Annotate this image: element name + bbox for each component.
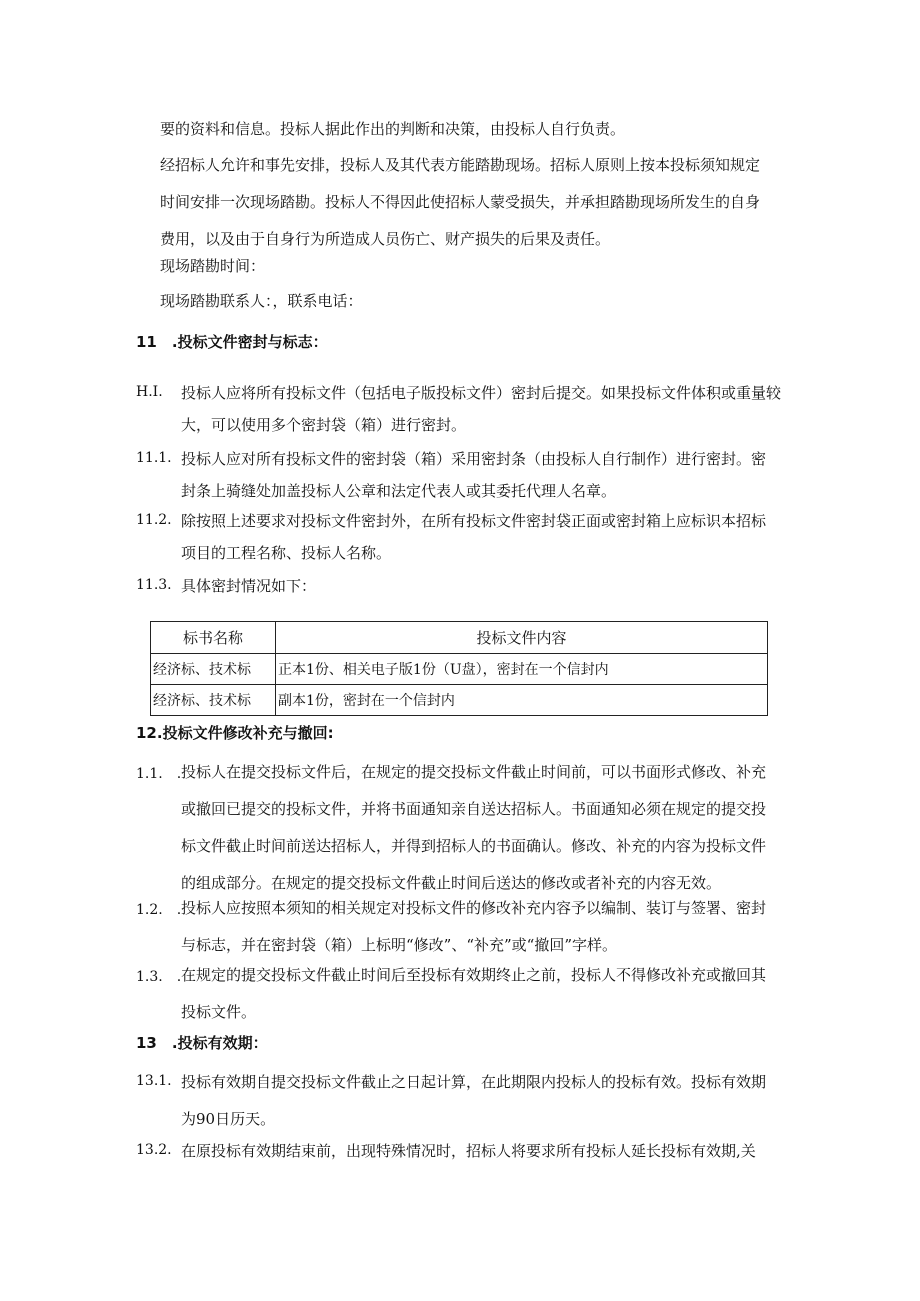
item-line: 或撤回已提交的投标文件，并将书面通知亲自送达招标人。书面通知必须在规定的提交投 (181, 800, 767, 818)
item-text (181, 505, 791, 569)
table-header-cell: 投标文件内容 (276, 622, 768, 654)
item-line: 封条上骑缝处加盖投标人公章和法定代表人或其委托代理人名章。 (181, 482, 617, 500)
section-heading-13: 13 .投标有效期： (136, 1034, 268, 1052)
item-number: 1.2. . (136, 902, 182, 918)
section-heading-11: 11 .投标文件密封与标志： (136, 333, 328, 351)
intro-line: 要的资料和信息。投标人据此作出的判断和决策，由投标人自行负责。 (160, 120, 626, 138)
table-row (151, 685, 768, 716)
table-cell: 副本1份，密封在一个信封内 (276, 685, 768, 716)
item-line: 投标人应按照本须知的相关规定对投标文件的修改补充内容予以编制、装订与签署、密封 (181, 899, 767, 917)
section-heading-12: 12.投标文件修改补充与撤回: (136, 724, 334, 742)
table-header-cell: 标书名称 (151, 622, 276, 654)
item-line: 为90日历天。 (181, 1110, 276, 1128)
item-text (181, 890, 791, 964)
item-number: 11.3. (136, 577, 172, 593)
table-cell: 正本1份、相关电子版1份（U盘），密封在一个信封内 (276, 654, 768, 685)
item-line: 在规定的提交投标文件截止时间后至投标有效期终止之前，投标人不得修改补充或撤回其 (181, 966, 767, 984)
item-line: 投标人在提交投标文件后，在规定的提交投标文件截止时间前，可以书面形式修改、补充 (181, 763, 767, 781)
item-line: 在原投标有效期结束前，出现特殊情况时，招标人将要求所有投标人延长投标有效期,关 (181, 1142, 756, 1160)
item-line: 大，可以使用多个密封袋（箱）进行密封。 (181, 416, 467, 434)
item-text (181, 957, 791, 1031)
item-number: 11.1. (136, 450, 172, 466)
item-line: 具体密封情况如下： (181, 577, 317, 595)
paragraph-line: 费用，以及由于自身行为所造成人员伤亡、财产损失的后果及责任。 (160, 230, 611, 248)
item-text (181, 1064, 791, 1138)
item-text (181, 377, 791, 441)
item-line: 投标文件。 (181, 1003, 257, 1021)
item-number: 1.1. . (136, 766, 182, 782)
table-row (151, 654, 768, 685)
item-line: 投标有效期自提交投标文件截止之日起计算，在此期限内投标人的投标有效。投标有效期 (181, 1073, 767, 1091)
item-number: H.I. (136, 384, 163, 400)
item-number: 13.1. (136, 1073, 172, 1089)
item-line: 项目的工程名称、投标人名称。 (181, 544, 392, 562)
table-cell: 经济标、技术标 (151, 685, 276, 716)
sealing-table (150, 621, 768, 716)
paragraph-line: 经招标人允许和事先安排，投标人及其代表方能踏勘现场。招标人原则上按本投标须知规定 (160, 156, 761, 174)
item-number: 1.3. . (136, 969, 182, 985)
item-number: 11.2. (136, 512, 172, 528)
site-visit-paragraph (160, 147, 790, 258)
item-line: 与标志，并在密封袋（箱）上标明“修改”、“补充”或“撤回”字样。 (181, 936, 618, 954)
item-number: 13.2. (136, 1142, 172, 1158)
item-text (181, 443, 791, 507)
item-text (181, 754, 791, 902)
item-text (181, 570, 791, 602)
item-line: 除按照上述要求对投标文件密封外，在所有投标文件密封袋正面或密封箱上应标识本招标 (181, 512, 767, 530)
site-visit-time: 现场踏勘时间： (160, 257, 266, 275)
item-line: 投标人应将所有投标文件（包括电子版投标文件）密封后提交。如果投标文件体积或重量较 (181, 384, 782, 402)
site-visit-contact: 现场踏勘联系人：，联系电话： (160, 292, 363, 310)
item-line: 投标人应对所有投标文件的密封袋（箱）采用密封条（由投标人自行制作）进行密封。密 (181, 450, 767, 468)
item-line: 标文件截止时间前送达招标人，并得到招标人的书面确认。修改、补充的内容为投标文件 (181, 837, 767, 855)
paragraph-line: 时间安排一次现场踏勘。投标人不得因此使招标人蒙受损失，并承担踏勘现场所发生的自身 (160, 193, 761, 211)
item-line: 的组成部分。在规定的提交投标文件截止时间后送达的修改或者补充的内容无效。 (181, 874, 722, 892)
table-cell: 经济标、技术标 (151, 654, 276, 685)
table-header-row (151, 622, 768, 654)
item-text (181, 1133, 791, 1170)
